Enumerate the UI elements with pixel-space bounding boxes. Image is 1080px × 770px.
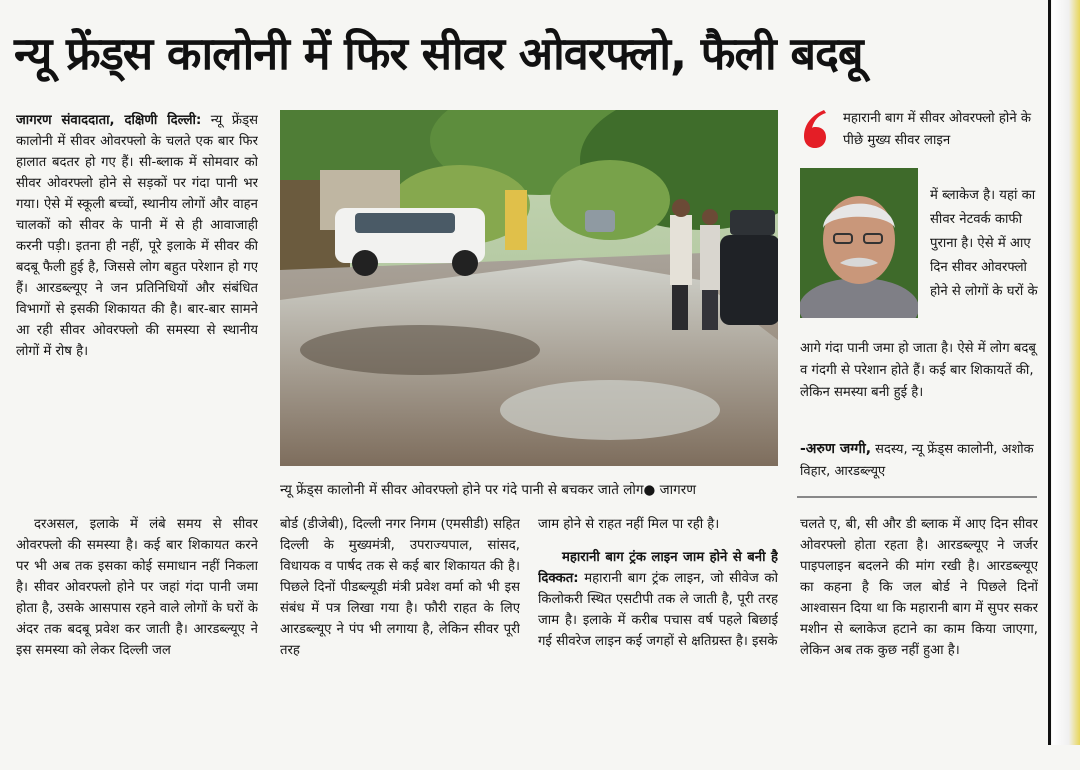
page-edge-rule [1048,0,1051,745]
headline: न्यू फ्रेंड्स कालोनी में फिर सीवर ओवरफ्लो, फैली बदबू [14,27,863,80]
quote-mark-icon [800,108,830,150]
column-3-body: महारानी बाग ट्रंक लाइन, जो सीवेज को किलोकरी स्थित एसटीपी तक ले जाती है, पूरी तरह जाम है। इलाके में करीब पचास वर्ष पहले बिछाई गई सीवरेज लाइन कई जगहों से क्षतिग्रस्त है। इसके [538,571,778,649]
byline-name: -अरुण जग्गी, [800,441,872,457]
article-column-3 [538,514,778,744]
divider-line [797,496,1037,498]
portrait-photo [800,168,918,318]
dateline: जागरण संवाददाता, दक्षिणी दिल्ली: [16,113,202,128]
article-column-1-lower [16,514,258,744]
quote-text-wrap: में ब्लाकेज है। यहां का सीवर नेटवर्क काफी पुराना है। ऐसे में आए दिन सीवर ओवरफ्लो होने से लोगों के घरों के [930,188,1038,299]
article-column-4 [800,514,1038,744]
column-4-text: चलते ए, बी, सी और डी ब्लाक में आए दिन सीवर ओवरफ्लो होता रहता है। आरडब्ल्यूए ने जर्जर पाइपलाइन बदलने की मांग रखी है। आरडब्ल्यूए का कहना है कि जल बोर्ड ने पिछले दिनों आश्वासन दिया था कि महारानी बाग में सुपर सकर मशीन से ब्लाकेज हटाने का काम किया जाएगा, लेकिन अब तक कुछ नहीं हुआ है। [800,517,1038,658]
adjacent-page-edge [1052,0,1080,745]
byline-title: सदस्य, न्यू फ्रेंड्स कालोनी, अशोक विहार, आरडब्ल्यूए [800,442,1034,479]
column-1-paragraph: दरअसल, इलाके में लंबे समय से सीवर ओवरफ्लो की समस्या है। कई बार शिकायत करने पर भी अब तक इसका कोई समाधान नहीं निकला है। सीवर ओवरफ्लो होने पर जहां गंदा पानी जमा होता है, उसके आसपास रहने वाले लोगों के घरों के अंदर तक बदबू प्रवेश कर जाती है। आरडब्ल्यूए ने इस समस्या को लेकर दिल्ली जल [16,517,258,658]
bullet-icon: ● [643,482,656,498]
column-3-top: जाम होने से राहत नहीं मिल पा रही है। [538,517,720,532]
article-column-2 [280,514,520,744]
photo-credit: जागरण [659,482,696,498]
street-flood-image [280,110,778,466]
quote-text-bottom: आगे गंदा पानी जमा हो जाता है। ऐसे में लोग बदबू व गंदगी से परेशान होते हैं। कई बार शिकायतें की, लेकिन समस्या बनी हुई है। [800,341,1036,400]
column-1-intro: न्यू फ्रेंड्स कालोनी में सीवर ओवरफ्लो के चलते एक बार फिर हालात बदतर हो गए हैं। सी-ब्लाक में सोमवार को सीवर ओवरफ्लो होने से सड़कों पर गंदा पानी भर गया। ऐसे में स्कूली बच्चों, स्थानीय लोगों और वाहन चालकों को सीवर के पानी में से ही आवाजाही करनी पड़ी। इतना ही नहीं, पूरे इलाके में सीवर की बदबू फैली हुई है, जिससे लोग बहुत परेशान हो गए हैं। आरडब्ल्यूए ने जन प्रतिनिधियों और संबंधित विभागों से इसकी शिकायत की है। बार-बार सामने आ रही सीवर ओवरफ्लो की समस्या से स्थानीय लोगों में रोष है। [16,113,258,359]
news-photo [280,110,778,466]
column-2-text: बोर्ड (डीजेबी), दिल्ली नगर निगम (एमसीडी) सहित दिल्ली के मुख्यमंत्री, उपराज्यपाल, सांसद, विधायक व पार्षद तक से कई बार शिकायत की है। पिछले दिनों पीडब्ल्यूडी मंत्री प्रवेश वर्मा को भी इस संबंध में पत्र लिखा गया है। फौरी राहत के लिए आरडब्ल्यूए ने पंप भी लगाया है, लेकिन सीवर पूरी तरह [280,517,520,658]
quote-text-top: महारानी बाग में सीवर ओवरफ्लो होने के पीछे मुख्य सीवर लाइन [843,111,1031,148]
article-column-1 [16,110,258,510]
photo-caption: न्यू फ्रेंड्स कालोनी में सीवर ओवरफ्लो होने पर गंदे पानी से बचकर जाते लोग● जागरण [280,482,696,498]
subheading: महारानी बाग ट्रंक लाइन जाम होने से बनी है दिक्कत: [538,550,778,586]
quote-byline [800,438,1040,483]
